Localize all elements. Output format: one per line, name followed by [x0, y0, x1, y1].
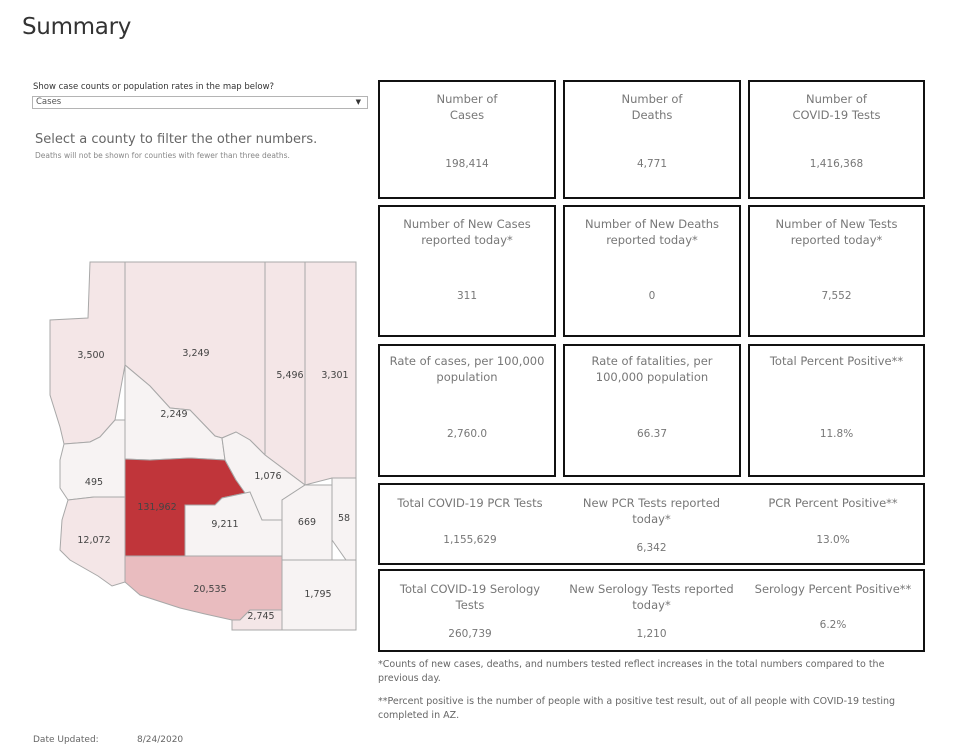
stat-value-percent-positive: 11.8%	[819, 428, 854, 440]
stat-value-sero-pct: 6.2%	[819, 619, 847, 631]
stat-label-new-deaths-2: reported today*	[606, 233, 698, 247]
stat-card-new-deaths	[563, 205, 741, 337]
date-updated-label: Date Updated:	[33, 735, 99, 745]
stat-value-new-deaths: 0	[648, 290, 656, 302]
stat-card-tests	[748, 80, 925, 199]
stat-label-new-cases-1: Number of New Cases	[403, 217, 531, 231]
stat-value-fatality-rate: 66.37	[636, 428, 668, 440]
stat-label-sero-pct: Serology Percent Positive**	[754, 582, 912, 596]
stat-label-tests-1: Number of	[806, 92, 867, 106]
stat-card-new-cases	[378, 205, 556, 337]
county-label-yavapai: 2,249	[160, 409, 188, 420]
county-mohave[interactable]	[50, 262, 125, 444]
county-greenlee[interactable]	[332, 478, 356, 560]
stat-value-tests: 1,416,368	[809, 158, 864, 170]
county-label-santacruz: 2,745	[247, 611, 275, 622]
stat-label-case-rate-2: population	[436, 370, 498, 384]
county-filter-hint: Select a county to filter the other numbers.	[35, 132, 318, 147]
stat-card-percent-positive	[748, 344, 925, 477]
footnote-percent-positive: **Percent positive is the number of people with a positive test result, out of all people with COVID-19 testing completed in AZ.	[378, 696, 896, 721]
county-apache[interactable]	[305, 262, 356, 485]
stat-label-new-cases-2: reported today*	[421, 233, 513, 247]
county-label-cochise: 1,795	[304, 589, 332, 600]
stat-label-pcr-new-2: today*	[632, 512, 671, 526]
county-label-pima: 20,535	[193, 584, 227, 595]
stat-value-pcr-pct: 13.0%	[816, 534, 850, 546]
county-graham[interactable]	[282, 485, 332, 560]
chevron-down-icon: ▼	[355, 98, 361, 106]
stat-value-case-rate: 2,760.0	[446, 428, 488, 440]
page-title: Summary	[22, 14, 132, 40]
county-label-graham: 669	[297, 517, 317, 528]
stat-value-sero-total: 260,739	[448, 628, 492, 640]
county-label-yuma: 12,072	[77, 535, 111, 546]
stat-label-deaths-1: Number of	[621, 92, 683, 106]
pcr-tests-panel	[378, 483, 925, 565]
stat-value-deaths: 4,771	[636, 158, 668, 170]
stat-label-sero-new-2: today*	[632, 598, 671, 612]
date-updated-value: 8/24/2020	[137, 735, 184, 745]
stat-value-sero-new: 1,210	[636, 628, 667, 640]
stat-label-case-rate-1: Rate of cases, per 100,000	[389, 354, 545, 368]
map-metric-dropdown[interactable]	[32, 96, 368, 109]
county-label-mohave: 3,500	[77, 350, 105, 361]
stat-label-new-tests-1: Number of New Tests	[775, 217, 898, 231]
county-filter-subhint: Deaths will not be shown for counties with fewer than three deaths.	[35, 151, 290, 160]
stat-value-pcr-new: 6,342	[636, 542, 667, 554]
stat-value-new-cases: 311	[456, 290, 478, 302]
county-navajo[interactable]	[265, 262, 305, 485]
stat-label-cases-1: Number of	[436, 92, 498, 106]
county-label-lapaz: 495	[84, 477, 104, 488]
county-label-coconino: 3,249	[182, 348, 210, 359]
stat-label-percent-positive: Total Percent Positive**	[769, 354, 904, 368]
stat-card-new-tests	[748, 205, 925, 337]
stat-label-fatality-rate-1: Rate of fatalities, per	[591, 354, 713, 368]
stat-label-deaths-2: Deaths	[631, 108, 673, 122]
stat-value-pcr-total: 1,155,629	[443, 534, 497, 546]
county-label-greenlee: 58	[337, 513, 351, 524]
county-label-navajo: 5,496	[276, 370, 304, 381]
footnote-new-counts: *Counts of new cases, deaths, and numbers tested reflect increases in the total numbers compared to the previous day.	[378, 659, 885, 684]
county-label-maricopa: 131,962	[137, 502, 177, 513]
stat-label-new-deaths-1: Number of New Deaths	[584, 217, 720, 231]
county-label-pinal: 9,211	[211, 519, 239, 530]
county-yuma[interactable]	[60, 497, 125, 586]
stat-label-sero-total-1: Total COVID-19 Serology	[399, 582, 541, 596]
serology-tests-panel	[378, 569, 925, 652]
stat-label-sero-new-1: New Serology Tests reported	[569, 582, 734, 596]
stat-label-tests-2: COVID-19 Tests	[792, 108, 881, 122]
stat-label-pcr-total: Total COVID-19 PCR Tests	[397, 496, 543, 510]
stat-label-pcr-pct: PCR Percent Positive**	[768, 496, 898, 510]
stat-card-case-rate	[378, 344, 556, 477]
stat-label-sero-total-2: Tests	[455, 598, 485, 612]
stat-label-pcr-new-1: New PCR Tests reported	[582, 496, 721, 510]
stat-label-new-tests-2: reported today*	[790, 233, 883, 247]
stat-value-new-tests: 7,552	[821, 290, 852, 302]
stat-label-fatality-rate-2: 100,000 population	[595, 370, 709, 384]
county-label-gila: 1,076	[254, 471, 282, 482]
map-filter-label: Show case counts or population rates in the map below?	[33, 82, 275, 92]
county-label-apache: 3,301	[321, 370, 349, 381]
stat-value-cases: 198,414	[445, 158, 489, 170]
stat-card-fatality-rate	[563, 344, 741, 477]
stat-card-cases	[378, 80, 556, 199]
county-cochise[interactable]	[282, 560, 356, 630]
stat-card-deaths	[563, 80, 741, 199]
stat-label-cases-2: Cases	[449, 108, 485, 122]
dropdown-selected-value: Cases	[36, 97, 62, 107]
